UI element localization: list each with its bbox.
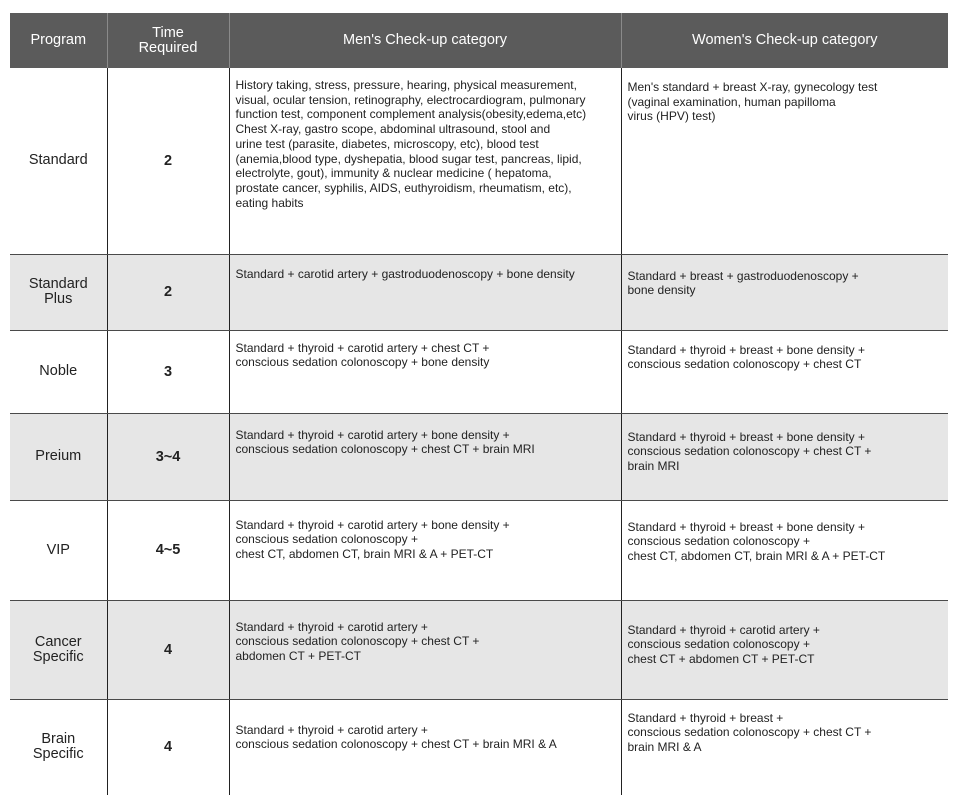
- time-required: 3~4: [107, 413, 229, 500]
- table-row-standard: [10, 68, 948, 254]
- table-row-brain-specific: [10, 699, 948, 795]
- womens-checkup-items: Standard + thyroid + breast + conscious sedation colonoscopy + chest CT + brain MRI & A: [621, 699, 948, 795]
- womens-checkup-items: Standard + thyroid + carotid artery + conscious sedation colonoscopy + chest CT + abdomen CT + PET-CT: [621, 600, 948, 699]
- header-time-required: Time Required: [107, 13, 229, 68]
- program-name: Standard Plus: [10, 254, 107, 330]
- checkup-program-table: [10, 13, 948, 795]
- womens-checkup-items: Standard + thyroid + breast + bone density + conscious sedation colonoscopy + chest CT, abdomen CT, brain MRI & A + PET-CT: [621, 500, 948, 600]
- program-name: VIP: [10, 500, 107, 600]
- mens-checkup-items: Standard + carotid artery + gastroduodenoscopy + bone density: [229, 254, 621, 330]
- time-required: 3: [107, 330, 229, 413]
- womens-checkup-items: Standard + thyroid + breast + bone density + conscious sedation colonoscopy + chest CT + brain MRI: [621, 413, 948, 500]
- time-required: 2: [107, 68, 229, 254]
- table-row-vip: [10, 500, 948, 600]
- mens-checkup-items: Standard + thyroid + carotid artery + bone density + conscious sedation colonoscopy + chest CT + brain MRI: [229, 413, 621, 500]
- mens-checkup-items: Standard + thyroid + carotid artery + chest CT + conscious sedation colonoscopy + bone density: [229, 330, 621, 413]
- womens-checkup-items: Standard + thyroid + breast + bone density + conscious sedation colonoscopy + chest CT: [621, 330, 948, 413]
- mens-checkup-items: Standard + thyroid + carotid artery + conscious sedation colonoscopy + chest CT + abdomen CT + PET-CT: [229, 600, 621, 699]
- checkup-table-wrapper: [10, 13, 948, 795]
- time-required: 4~5: [107, 500, 229, 600]
- table-header-row: [10, 13, 948, 68]
- mens-checkup-items: History taking, stress, pressure, hearing, physical measurement, visual, ocular tension, retinography, electrocardiogram, pulmonary function test, component complement analysis(obesity,edema,etc) Chest X-ray, gastro scope, abdominal ultrasound, stool and urine test (parasite, diabetes, microscopy, etc), blood test (anemia,blood type, dyshepatia, blood sugar test, pancreas, lipid, electrolyte, gout), immunity & nuclear medicine ( hepatoma, prostate cancer, syphilis, AIDS, euthyroidism, rheumatism, etc), eating habits: [229, 68, 621, 254]
- program-name: Preium: [10, 413, 107, 500]
- table-row-noble: [10, 330, 948, 413]
- time-required: 4: [107, 699, 229, 795]
- header-womens-category: Women's Check-up category: [621, 13, 948, 68]
- table-row-standard-plus: [10, 254, 948, 330]
- mens-checkup-items: Standard + thyroid + carotid artery + bone density + conscious sedation colonoscopy + chest CT, abdomen CT, brain MRI & A + PET-CT: [229, 500, 621, 600]
- header-program: Program: [10, 13, 107, 68]
- program-name: Brain Specific: [32, 731, 84, 763]
- time-required: 2: [107, 254, 229, 330]
- womens-checkup-items: Men's standard + breast X-ray, gynecology test (vaginal examination, human papilloma virus (HPV) test): [621, 68, 948, 254]
- program-name: Standard: [10, 68, 107, 254]
- mens-checkup-items: Standard + thyroid + carotid artery + conscious sedation colonoscopy + chest CT + brain MRI & A: [229, 699, 621, 795]
- header-mens-category: Men's Check-up category: [229, 13, 621, 68]
- program-name: Noble: [10, 330, 107, 413]
- table-row-cancer-specific: [10, 600, 948, 699]
- womens-checkup-items: Standard + breast + gastroduodenoscopy + bone density: [621, 254, 948, 330]
- table-row-preium: [10, 413, 948, 500]
- time-required: 4: [107, 600, 229, 699]
- program-name: Cancer Specific: [10, 600, 107, 699]
